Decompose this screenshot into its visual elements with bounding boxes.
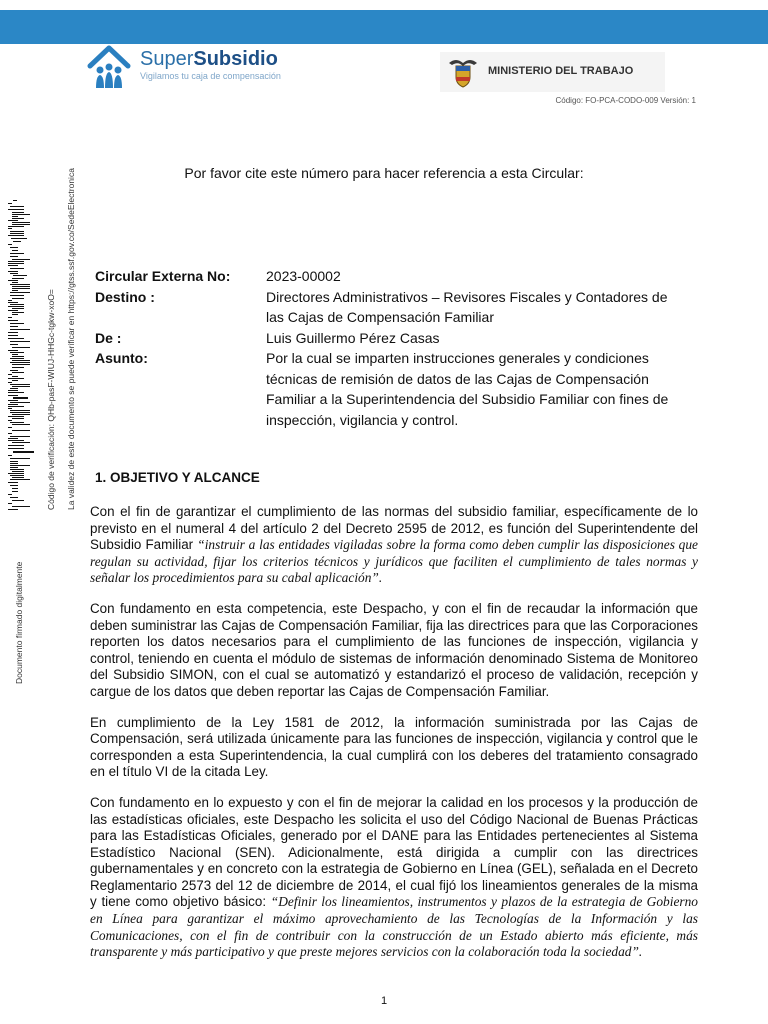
circular-metadata — [95, 266, 685, 430]
de-value: Luis Guillermo Pérez Casas — [266, 329, 440, 346]
paragraph-1-text: Con el fin de garantizar el cumplimiento de las normas del subsidio familiar, específicamente de lo previsto en el numeral 4 del artículo 2 del Decreto 2595 de 2012, es función del Superintendente del Subsidio Familiar — [90, 504, 698, 553]
house-people-logo-icon — [86, 44, 132, 92]
form-code: Código: FO-PCA-CODO-009 Versión: 1 — [555, 96, 696, 105]
coat-of-arms-icon — [446, 55, 480, 89]
paragraph-1-quote: “instruir a las entidades vigiladas sobre la forma como deben cumplir las disposiciones que regulan su actividad, fijar los criterios técnicos y jurídicos que faciliten el cumplimiento de tales normas y señalar los procedimientos para su cabal aplicación”. — [90, 537, 699, 586]
logo-brand — [140, 48, 278, 71]
meta-row-circular — [95, 266, 685, 287]
asunto-label: Asunto: — [95, 350, 148, 366]
destino-value: Directores Administrativos – Revisores Fiscales y Contadores de las Cajas de Compensación Familiar — [266, 288, 668, 325]
logo-brand-bold: Subsidio — [193, 48, 278, 70]
logo-tagline: Vigilamos tu caja de compensación — [140, 71, 281, 81]
paragraph-3: En cumplimiento de la Ley 1581 de 2012, la información suministrada por las Cajas de Compensación, será utilizada únicamente para las funciones de inspección, vigilancia y control que le corresponden a esta Superintendencia, la cual cumplirá con los deberes del tratamiento consagrado en el título VI de la citada Ley. — [90, 714, 698, 780]
header-band — [0, 10, 768, 44]
cite-instruction: Por favor cite este número para hacer referencia a esta Circular: — [184, 165, 584, 181]
supersubsidio-logo — [86, 44, 296, 94]
logo-brand-light: Super — [140, 48, 194, 70]
ministry-name: MINISTERIO DEL TRABAJO — [488, 65, 634, 77]
asunto-value: Por la cual se imparten instrucciones generales y condiciones técnicas de remisión de datos de las Cajas de Compensación Familiar a la Superintendencia del Subsidio Familiar con fines de inspección, vigilancia y control. — [266, 350, 669, 428]
meta-row-de — [95, 328, 685, 349]
section-title: 1. OBJETIVO Y ALCANCE — [95, 470, 260, 485]
barcode-icon — [8, 200, 34, 510]
paragraph-4-text: Con fundamento en lo expuesto y con el fin de mejorar la calidad en los procesos y la producción de las estadísticas oficiales, este Despacho les solicita el uso del Código Nacional de Buenas Prácticas para las Estadísticas Oficiales, generado por el DANE para las Entidades pertenecientes al Sistema Estadístico Nacional (SEN). Adicionalmente, está dirigida a cumplir con las directrices gubernamentales y en concreto con la estrategia de Gobierno en Línea (GEL), señalada en el Decreto Reglamentario 2573 del 12 de diciembre de 2014, el cual fijó los lineamientos generales de la misma y tiene como objetivo básico: — [90, 794, 698, 910]
document-body — [90, 504, 698, 975]
page-number: 1 — [380, 995, 388, 1007]
digital-signature-note: Documento firmado digitalmente — [14, 561, 24, 684]
circular-label: Circular Externa No: — [95, 268, 231, 284]
meta-row-asunto — [95, 348, 685, 430]
paragraph-4-quote: “Definir los lineamientos, instrumentos y plazos de la estrategia de Gobierno en Línea para garantizar el máximo aprovechamiento de las Tecnologías de la Información y las Comunicaciones, con el fin de contribuir con la construcción de un Estado abierto más eficiente, más transparente y más participativo y que preste mejores servicios con la colaboración toda la sociedad”. — [90, 894, 698, 960]
paragraph-1 — [90, 504, 698, 587]
circular-value: 2023-00002 — [266, 268, 341, 284]
verification-code-text: Código de verificación: QHb-pasF-WIUJ-HHGc-tgkw-xoO= — [46, 289, 56, 510]
ministry-logo — [440, 52, 665, 92]
destino-label: Destino : — [95, 288, 155, 305]
paragraph-4 — [90, 795, 698, 961]
de-label: De : — [95, 329, 122, 346]
verification-url-text: La validez de este documento se puede verificar en https://gtss.ssf.gov.co/SedeElectronica — [66, 168, 76, 510]
meta-row-destino — [95, 287, 685, 328]
paragraph-2: Con fundamento en esta competencia, este Despacho, y con el fin de recaudar la información que deben suministrar las Cajas de Compensación Familiar, fija las directrices para que las Corporaciones reporten los datos necesarios para el cumplimiento de las funciones de inspección, vigilancia y control, teniendo en cuenta el módulo de sistemas de información denominado Sistema de Monitoreo del Subsidio SIMON, con el cual se automatizó y estandarizó el proceso de validación, recepción y cargue de los datos que deben reportar las Cajas de Compensación Familiar. — [90, 600, 698, 699]
